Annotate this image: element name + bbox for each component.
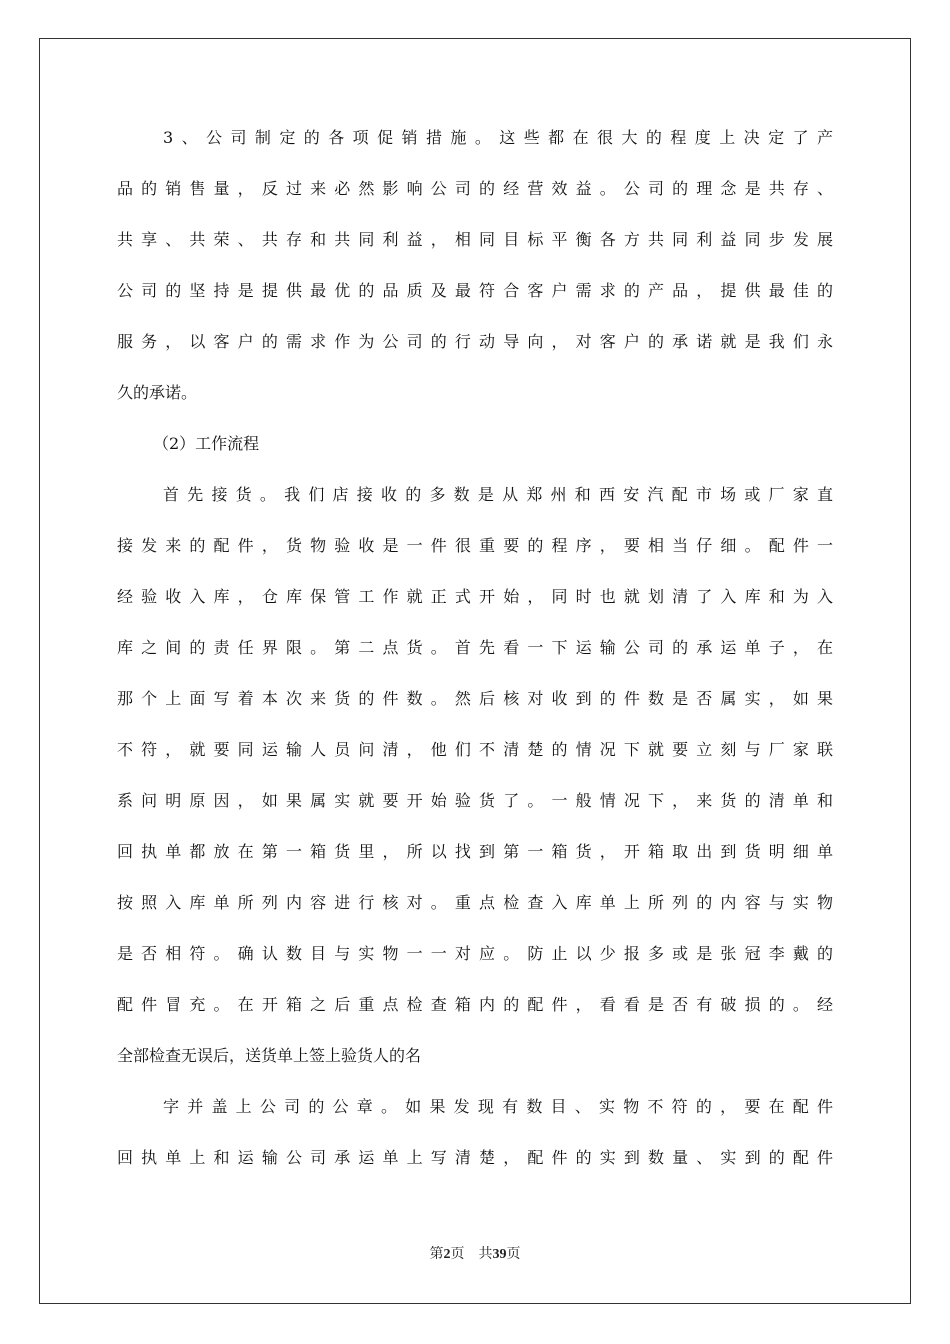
- text-line: 系问明原因，如果属实就要开始验货了。一般情况下，来货的清单和: [117, 791, 833, 810]
- page-prefix: 第: [429, 1246, 444, 1262]
- page-footer: [0, 1243, 950, 1263]
- text-line: 按照入库单所列内容进行核对。重点检查入库单上所列的内容与实物: [117, 893, 833, 912]
- text-line: 是否相符。确认数目与实物一一对应。防止以少报多或是张冠李戴的: [117, 944, 833, 963]
- text-line: 经验收入库，仓库保管工作就正式开始，同时也就划清了入库和为入: [117, 587, 833, 606]
- paragraph-receiving: [117, 482, 833, 1094]
- paragraph-signature: [117, 1094, 833, 1196]
- text-line: 配件冒充。在开箱之后重点检查箱内的配件，看看是否有破损的。经: [117, 995, 833, 1014]
- text-line: 共享、共荣、共存和共同利益，相同目标平衡各方共同利益同步发展: [117, 230, 833, 249]
- text-line: 服务，以客户的需求作为公司的行动导向，对客户的承诺就是我们永: [117, 332, 833, 351]
- text-line: 3、公司制定的各项促销措施。这些都在很大的程度上决定了产: [163, 128, 833, 147]
- total-prefix: 共: [478, 1246, 493, 1262]
- section-heading: （2）工作流程: [153, 434, 260, 453]
- text-line: 公司的坚持是提供最优的品质及最符合客户需求的产品，提供最佳的: [117, 281, 833, 300]
- text-line: 全部检查无误后，送货单上签上验货人的名: [117, 1046, 422, 1065]
- text-line: 库之间的责任界限。第二点货。首先看一下运输公司的承运单子，在: [117, 638, 833, 657]
- text-line: 久的承诺。: [117, 383, 198, 402]
- total-page-count: 39: [492, 1247, 507, 1262]
- text-line: 字并盖上公司的公章。如果发现有数目、实物不符的，要在配件: [163, 1097, 833, 1116]
- current-page-number: 2: [443, 1247, 451, 1262]
- section-heading-workflow: [117, 431, 833, 482]
- paragraph-promotions: [117, 125, 833, 431]
- page-unit: 页: [450, 1246, 465, 1262]
- text-line: 不符，就要同运输人员问清，他们不清楚的情况下就要立刻与厂家联: [117, 740, 833, 759]
- text-line: 回执单都放在第一箱货里，所以找到第一箱货，开箱取出到货明细单: [117, 842, 833, 861]
- text-line: 接发来的配件，货物验收是一件很重要的程序，要相当仔细。配件一: [117, 536, 833, 555]
- text-line: 首先接货。我们店接收的多数是从郑州和西安汽配市场或厂家直: [163, 485, 833, 504]
- text-line: 品的销售量，反过来必然影响公司的经营效益。公司的理念是共存、: [117, 179, 833, 198]
- total-unit: 页: [506, 1246, 521, 1262]
- document-body: [117, 125, 833, 1196]
- text-line: 那个上面写着本次来货的件数。然后核对收到的件数是否属实，如果: [117, 689, 833, 708]
- text-line: 回执单上和运输公司承运单上写清楚，配件的实到数量、实到的配件: [117, 1148, 833, 1167]
